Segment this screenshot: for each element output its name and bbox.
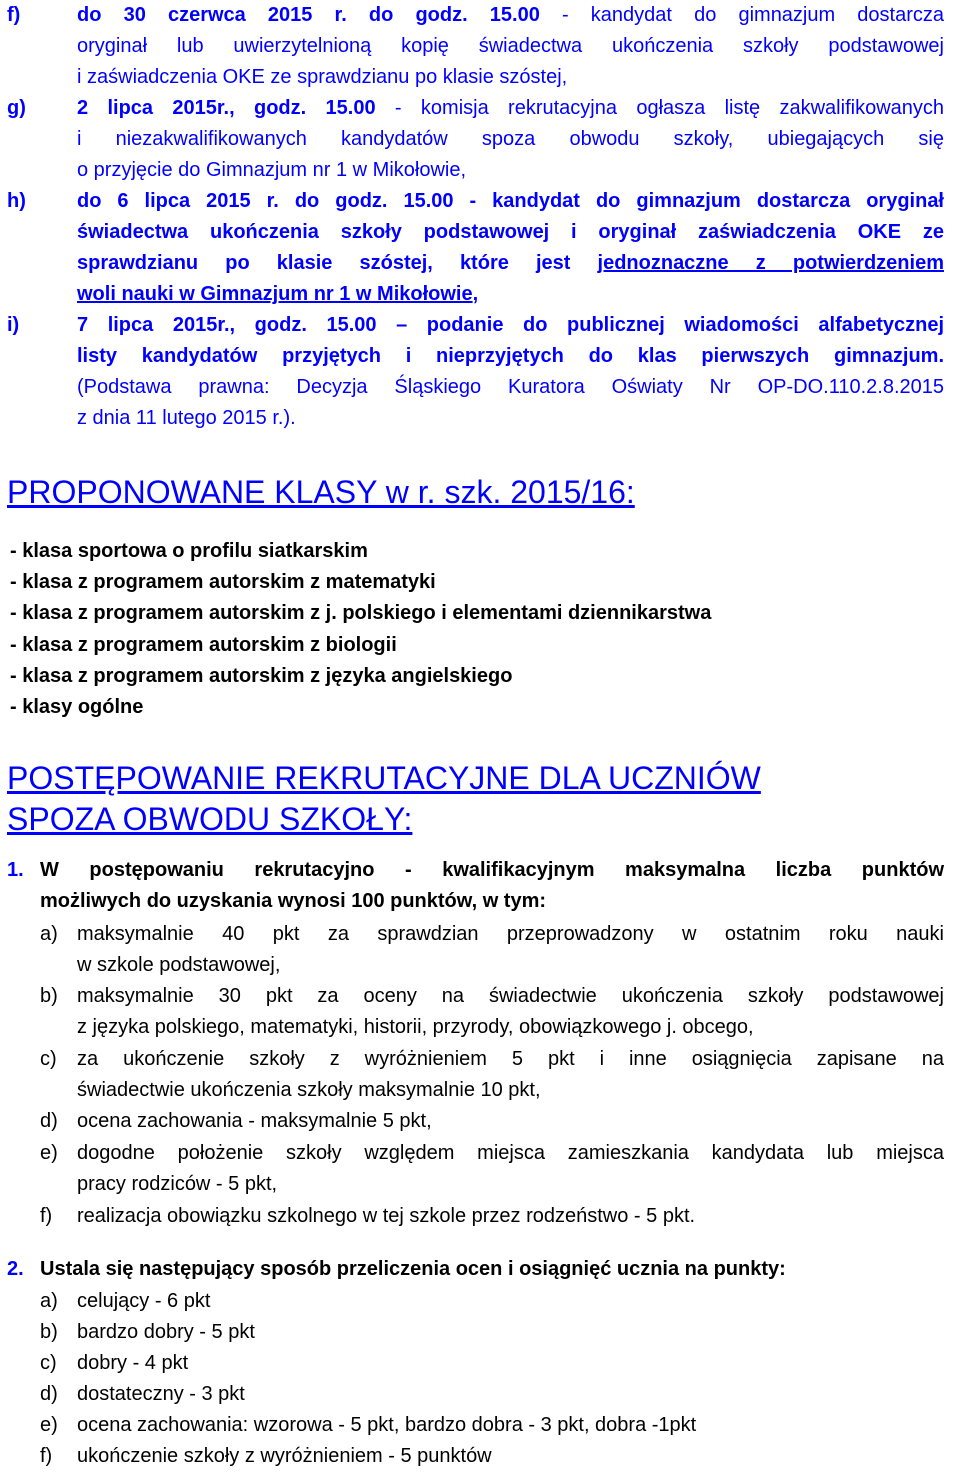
date: do 30 czerwca 2015 r. do godz. 15.00 <box>77 4 540 26</box>
section-intro-line: Ustala się następujący sposób przeliczenia ocen i osiągnięć ucznia na punkty: <box>40 1258 786 1280</box>
underlined-text: woli nauki w Gimnazjum nr 1 w Mikołowie <box>77 283 473 305</box>
item-text-line: o przyjęcie do Gimnazjum nr 1 w Mikołowie, <box>77 159 467 181</box>
item-label: a) <box>40 923 58 945</box>
item-text <box>77 919 944 981</box>
item-text-line: – podanie do publicznej wiadomości alfabetycznej <box>376 314 944 336</box>
item-text <box>77 1106 944 1137</box>
underlined-text: jednoznaczne z potwierdzeniem <box>597 252 944 274</box>
item-text-line: pracy rodziców - 5 pkt, <box>77 1173 278 1195</box>
date: 7 lipca 2015r., godz. 15.00 <box>77 314 377 336</box>
item-text-line: dogodne położenie szkoły względem miejsca zamieszkania kandydata lub miejsca <box>77 1142 944 1164</box>
item-label: e) <box>40 1142 58 1164</box>
item-text-line: bardzo dobry - 5 pkt <box>77 1321 255 1343</box>
recruitment-heading-line2: SPOZA OBWODU SZKOŁY: <box>7 801 413 837</box>
recruitment-heading-line1: POSTĘPOWANIE REKRUTACYJNE DLA UCZNIÓW <box>7 760 761 796</box>
item-text <box>77 0 944 93</box>
item-text-line: - kandydat do gimnazjum dostarcza oryginał <box>453 190 944 212</box>
item-label: i) <box>7 314 20 336</box>
item-text-line: i zaświadczenia OKE ze sprawdzianu po klasie szóstej, <box>77 66 568 88</box>
item-text-line: - komisja rekrutacyjna ogłasza listę zakwalifikowanych <box>375 97 945 119</box>
item-text-line: za ukończenie szkoły z wyróżnieniem 5 pkt i inne osiągnięcia zapisane na <box>77 1048 944 1070</box>
date: 2 lipca 2015r., godz. 15.00 <box>77 97 376 119</box>
item-text-line: ukończenie szkoły z wyróżnieniem - 5 punktów <box>77 1445 492 1467</box>
section-intro-line: W postępowaniu rekrutacyjno - kwalifikacyjnym maksymalna liczba punktów <box>40 859 944 881</box>
item-text-line: realizacja obowiązku szkolnego w tej szkole przez rodzeństwo - 5 pkt. <box>77 1205 696 1227</box>
section-number: 2. <box>7 1258 24 1280</box>
class-item: - klasa z programem autorskim z języka angielskiego <box>10 665 513 687</box>
item-label: h) <box>7 190 26 212</box>
class-item: - klasa z programem autorskim z j. polskiego i elementami dziennikarstwa <box>10 602 712 624</box>
item-label: c) <box>40 1048 57 1070</box>
item-text <box>77 1348 944 1379</box>
item-text-line: maksymalnie 30 pkt za oceny na świadectwie ukończenia szkoły podstawowej <box>77 985 944 1007</box>
item-text-line: dobry - 4 pkt <box>77 1352 189 1374</box>
item-text-line: ocena zachowania: wzorowa - 5 pkt, bardzo dobra - 3 pkt, dobra -1pkt <box>77 1414 697 1436</box>
item-text-line: - kandydat do gimnazjum dostarcza <box>539 4 944 26</box>
item-label: f) <box>40 1205 53 1227</box>
item-label: b) <box>40 985 58 1007</box>
item-text <box>77 310 944 434</box>
item-text-line: w szkole podstawowej, <box>77 954 281 976</box>
item-label: f) <box>7 4 21 26</box>
item-text-line: sprawdzianu po klasie szóstej, które jest <box>77 252 598 274</box>
class-item: - klasy ogólne <box>10 696 144 718</box>
item-label: d) <box>40 1110 58 1132</box>
section-intro-line: możliwych do uzyskania wynosi 100 punktów, w tym: <box>40 890 547 912</box>
section-intro <box>40 1254 944 1285</box>
item-text <box>77 1286 944 1317</box>
item-text-line: listy kandydatów przyjętych i nieprzyjętych do klas pierwszych gimnazjum. <box>77 345 944 367</box>
item-text-line: oryginał lub uwierzytelnioną kopię świadectwa ukończenia szkoły podstawowej <box>77 35 944 57</box>
date: do 6 lipca 2015 r. do godz. 15.00 <box>77 190 454 212</box>
item-text-line: (Podstawa prawna: Decyzja Śląskiego Kuratora Oświaty Nr OP-DO.110.2.8.2015 <box>77 376 944 398</box>
item-label: g) <box>7 97 26 119</box>
item-label: d) <box>40 1383 58 1405</box>
item-text-line: świadectwie ukończenia szkoły maksymalnie 10 pkt, <box>77 1079 541 1101</box>
section-number: 1. <box>7 859 24 881</box>
item-text-line: , <box>472 283 479 305</box>
item-text-line: maksymalnie 40 pkt za sprawdzian przeprowadzony w ostatnim roku nauki <box>77 923 944 945</box>
item-label: a) <box>40 1290 58 1312</box>
item-text <box>77 1201 944 1232</box>
item-text <box>77 93 944 186</box>
item-text-line: z języka polskiego, matematyki, historii, przyrody, obowiązkowego j. obcego, <box>77 1016 754 1038</box>
item-text <box>77 1379 944 1410</box>
item-text <box>77 1410 944 1441</box>
item-label: b) <box>40 1321 58 1343</box>
item-label: f) <box>40 1445 53 1467</box>
item-text <box>77 1138 944 1200</box>
item-text <box>77 981 944 1043</box>
item-text <box>77 186 944 310</box>
section-intro <box>40 855 944 917</box>
class-item: - klasa z programem autorskim z matematyki <box>10 571 436 593</box>
class-item: - klasa z programem autorskim z biologii <box>10 634 397 656</box>
item-text-line: ocena zachowania - maksymalnie 5 pkt, <box>77 1110 432 1132</box>
item-text-line: i niezakwalifikowanych kandydatów spoza obwodu szkoły, ubiegających się <box>77 128 944 150</box>
classes-heading: PROPONOWANE KLASY w r. szk. 2015/16: <box>7 474 635 510</box>
item-label: e) <box>40 1414 58 1436</box>
item-label: c) <box>40 1352 57 1374</box>
item-text <box>77 1441 944 1472</box>
item-text-line: celujący - 6 pkt <box>77 1290 211 1312</box>
item-text <box>77 1044 944 1106</box>
class-item: - klasa sportowa o profilu siatkarskim <box>10 540 368 562</box>
item-text-line: świadectwa ukończenia szkoły podstawowej i oryginał zaświadczenia OKE ze <box>77 221 944 243</box>
item-text-line: dostateczny - 3 pkt <box>77 1383 245 1405</box>
item-text-line: z dnia 11 lutego 2015 r.). <box>77 407 296 429</box>
item-text <box>77 1317 944 1348</box>
